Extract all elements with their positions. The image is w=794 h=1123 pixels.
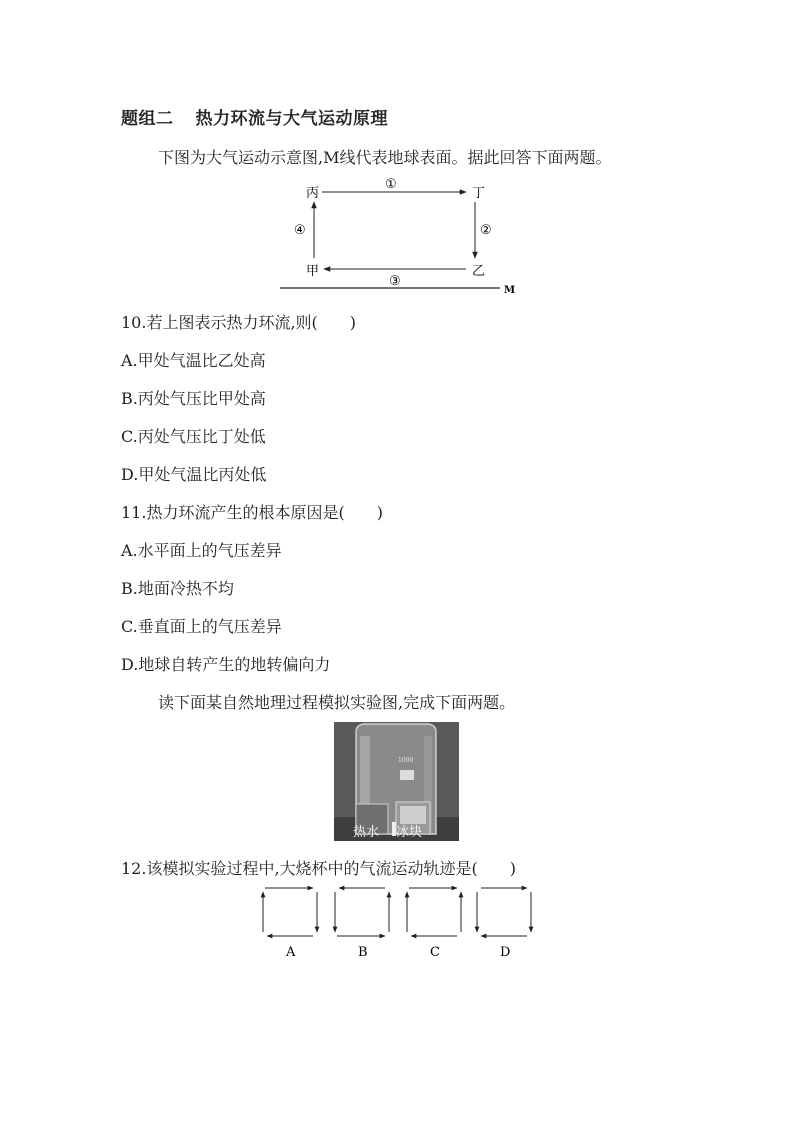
question-10-stem: 10.若上图表示热力环流,则( ) <box>121 313 357 332</box>
circulation-diagram <box>270 172 530 298</box>
beaker-mark: 1000 <box>398 757 414 764</box>
intro-text-2: 读下面某自然地理过程模拟实验图,完成下面两题。 <box>158 693 516 712</box>
choice-label-c: C <box>430 945 440 960</box>
arrow-label-4: ④ <box>294 223 306 238</box>
question-11-option-b: B.地面冷热不均 <box>121 579 234 598</box>
surface-label-m: M <box>504 285 516 296</box>
section-heading <box>121 104 388 129</box>
question-10-option-b: B.丙处气压比甲处高 <box>121 389 266 408</box>
question-12-stem: 12.该模拟实验过程中,大烧杯中的气流运动轨迹是( ) <box>121 859 517 878</box>
question-10-option-a: A.甲处气温比乙处高 <box>121 351 266 370</box>
photo-label-ice: 冰块 <box>396 825 423 840</box>
section-subtitle: 热力环流与大气运动原理 <box>195 109 388 129</box>
corner-label-bing: 丙 <box>306 186 320 201</box>
arrow-label-1: ① <box>385 177 397 192</box>
corner-label-ding: 丁 <box>472 186 486 201</box>
arrow-label-2: ② <box>480 223 492 238</box>
experiment-photo <box>334 722 459 841</box>
choice-diagram-c <box>407 888 461 936</box>
question-11-option-a: A.水平面上的气压差异 <box>121 541 282 560</box>
choice-diagrams <box>255 884 540 964</box>
section-title: 题组二 <box>121 109 174 129</box>
choice-diagram-d <box>477 888 531 936</box>
photo-label-hot-water: 热水 <box>353 825 380 840</box>
choice-label-d: D <box>500 945 511 960</box>
choice-diagram-b <box>335 888 389 936</box>
question-10-option-c: C.丙处气压比丁处低 <box>121 427 266 446</box>
intro-text-1: 下图为大气运动示意图,M线代表地球表面。据此回答下面两题。 <box>158 148 612 167</box>
question-11-stem: 11.热力环流产生的根本原因是( ) <box>121 503 383 522</box>
arrow-label-3: ③ <box>389 274 401 289</box>
choice-diagram-a <box>263 888 317 936</box>
corner-label-jia: 甲 <box>306 264 320 279</box>
choice-label-b: B <box>358 945 368 960</box>
question-11-option-d: D.地球自转产生的地转偏向力 <box>121 655 331 674</box>
choice-label-a: A <box>286 945 296 960</box>
question-11-option-c: C.垂直面上的气压差异 <box>121 617 282 636</box>
corner-label-yi: 乙 <box>472 264 486 279</box>
question-10-option-d: D.甲处气温比丙处低 <box>121 465 267 484</box>
